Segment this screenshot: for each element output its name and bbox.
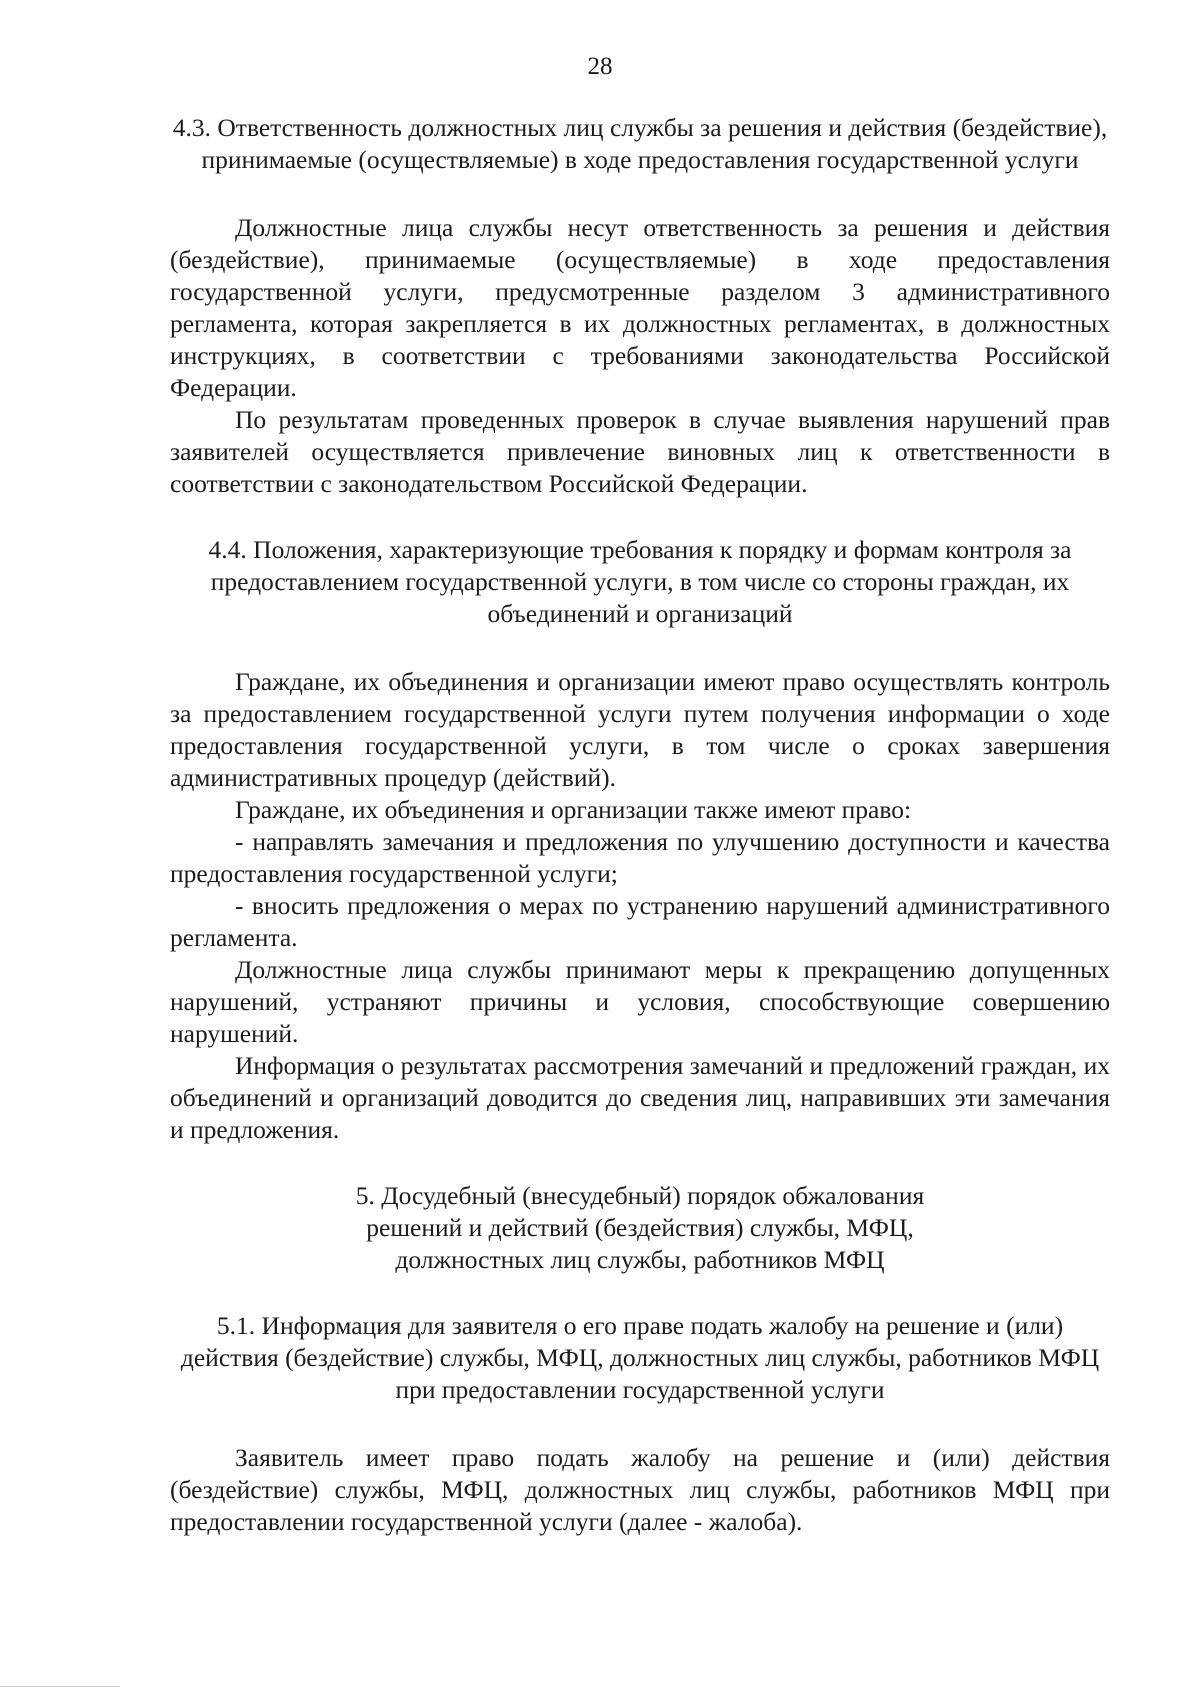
section-4-3	[170, 112, 1110, 500]
list-item: - вносить предложения о мерах по устранению нарушений административного регламента.	[170, 891, 1110, 952]
paragraph: Заявитель имеет право подать жалобу на решение и (или) действия (бездействие) службы, МФЦ, должностных лиц службы, работников МФЦ при предоставлении государственной услуги (далее - жалоба).	[170, 1443, 1110, 1536]
section-heading: 4.3. Ответственность должностных лиц службы за решения и действия (бездействие), принимаемые (осуществляемые) в ходе предоставления государственной услуги	[172, 113, 1108, 174]
section-heading: 5.1. Информация для заявителя о его праве подать жалобу на решение и (или) действия (бездействие) службы, МФЦ, должностных лиц службы, работников МФЦ при предоставлении государственной услуги	[180, 1311, 1100, 1404]
section-5-1	[170, 1310, 1110, 1538]
section-4-4	[170, 534, 1110, 1146]
document-body	[170, 112, 1110, 1538]
scan-edge-line	[0, 1686, 120, 1687]
paragraph: Граждане, их объединения и организации также имеют право:	[235, 795, 912, 824]
chapter-heading: 5. Досудебный (внесудебный) порядок обжалования решений и действий (бездействия) службы, МФЦ, должностных лиц службы, работников МФЦ	[355, 1181, 925, 1274]
section-5	[170, 1180, 1110, 1276]
section-heading: 4.4. Положения, характеризующие требования к порядку и формам контроля за предоставлением государственной услуги, в том числе со стороны граждан, их объединений и организаций	[208, 535, 1072, 628]
page-number: 28	[587, 53, 613, 80]
paragraph: Должностные лица службы несут ответственность за решения и действия (бездействие), принимаемые (осуществляемые) в ходе предоставления государственной услуги, предусмотренные разделом 3 административного регламента, которая закрепляется в их должностных регламентах, в должностных инструкциях, в соответствии с требованиями законодательства Российской Федерации.	[170, 213, 1110, 402]
paragraph: Должностные лица службы принимают меры к прекращению допущенных нарушений, устраняют причины и условия, способствующие совершению нарушений.	[170, 955, 1110, 1048]
paragraph: Граждане, их объединения и организации имеют право осуществлять контроль за предоставлением государственной услуги путем получения информации о ходе предоставления государственной услуги, в том числе о сроках завершения административных процедур (действий).	[170, 667, 1110, 792]
paragraph: По результатам проведенных проверок в случае выявления нарушений прав заявителей осуществляется привлечение виновных лиц к ответственности в соответствии с законодательством Российской Федерации.	[170, 405, 1110, 498]
list-item: - направлять замечания и предложения по улучшению доступности и качества предоставления государственной услуги;	[170, 827, 1110, 888]
paragraph: Информация о результатах рассмотрения замечаний и предложений граждан, их объединений и организаций доводится до сведения лиц, направивших эти замечания и предложения.	[170, 1051, 1110, 1144]
